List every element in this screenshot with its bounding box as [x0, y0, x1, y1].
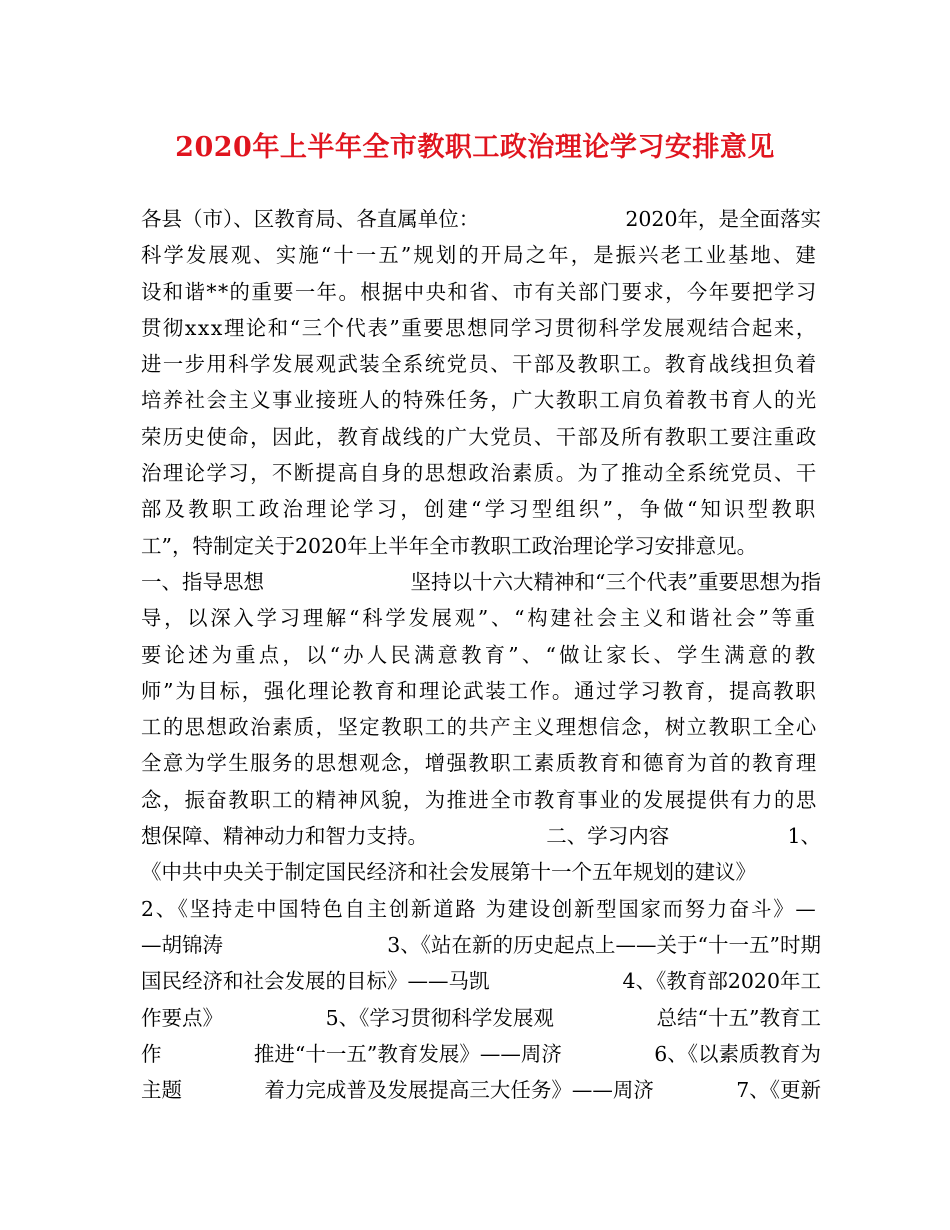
body-text-segment: 《中共中央关于制定国民经济和社会发展第十一个五年规划的建议》 [141, 860, 756, 885]
body-line [141, 745, 821, 781]
body-text-segment: 要论述为重点，以“办人民满意教育”、“做让家长、学生满意的教 [141, 642, 819, 667]
body-line [141, 419, 821, 455]
body-text-segment: 4、《教育部2020年工 [622, 969, 821, 994]
body-text-segment: 5、《学习贯彻科学发展观 [325, 1005, 554, 1030]
body-line [141, 891, 821, 927]
body-line [141, 528, 821, 564]
body-text-segment: 进一步用科学发展观武装全系统党员、干部及教职工。教育战线担负着 [141, 352, 818, 377]
body-text-segment: 1、 [787, 824, 821, 849]
body-line [141, 564, 821, 600]
body-text-segment: 坚持以十六大精神和“三个代表”重要思想为指 [410, 569, 821, 594]
body-line [141, 491, 821, 527]
body-line [141, 1000, 821, 1036]
body-text-segment: 着力完成普及发展提高三大任务》——周济 [264, 1078, 654, 1103]
body-line [141, 927, 821, 963]
body-text-segment: 贯彻xxx理论和“三个代表”重要思想同学习贯彻科学发展观结合起来， [141, 315, 818, 340]
body-line [141, 854, 821, 890]
document-title: 2020年上半年全市教职工政治理论学习安排意见 [175, 132, 775, 163]
body-text-segment: 国民经济和社会发展的目标》——马凯 [141, 969, 490, 994]
body-line [141, 1036, 821, 1072]
body-text-segment: 工的思想政治素质，坚定教职工的共产主义理想信念，树立教职工全心 [141, 715, 818, 740]
body-text-segment: 一、指导思想 [141, 569, 264, 594]
body-text-segment: 设和谐**的重要一年。根据中央和省、市有关部门要求，今年要把学习 [141, 279, 818, 304]
body-text-segment: 想保障、精神动力和智力支持。 [141, 824, 428, 849]
body-text-segment: 推进“十一五”教育发展》——周济 [253, 1041, 562, 1066]
body-text-segment: 部及教职工政治理论学习，创建“学习型组织”，争做“知识型教职 [141, 497, 819, 522]
body-line [141, 963, 821, 999]
body-line [141, 201, 821, 237]
body-text-segment: 2、《坚持走中国特色自主创新道路 为建设创新型国家而努力奋斗》— [141, 896, 818, 921]
body-text-segment: 主题 [141, 1078, 182, 1103]
body-line [141, 310, 821, 346]
document-body [141, 201, 821, 1108]
body-line [141, 600, 821, 636]
body-line [141, 673, 821, 709]
body-text-segment: 科学发展观、实施“十一五”规划的开局之年，是振兴老工业基地、建 [141, 243, 818, 268]
body-line [141, 818, 821, 854]
body-line [141, 455, 821, 491]
body-line [141, 637, 821, 673]
body-text-segment: 作要点》 [141, 1005, 223, 1030]
body-text-segment: —胡锦涛 [141, 932, 223, 957]
body-line [141, 782, 821, 818]
body-text-segment: 师”为目标，强化理论教育和理论武装工作。通过学习教育，提高教职 [141, 678, 818, 703]
body-line [141, 382, 821, 418]
body-text-segment: 3、《站在新的历史起点上——关于“十一五”时期 [387, 932, 821, 957]
body-text-segment: 念，振奋教职工的精神风貌，为推进全市教育事业的发展提供有力的思 [141, 787, 818, 812]
body-line [141, 237, 821, 273]
body-text-segment: 6、《以素质教育为 [654, 1041, 821, 1066]
body-text-segment: 治理论学习，不断提高自身的思想政治素质。为了推动全系统党员、干 [141, 461, 818, 486]
body-line [141, 274, 821, 310]
body-text-segment: 二、学习内容 [546, 824, 670, 849]
body-text-segment: 2020年，是全面落实 [625, 207, 821, 231]
body-text-segment: 导，以深入学习理解“科学发展观”、“构建社会主义和谐社会”等重 [141, 606, 818, 631]
body-text-segment: 各县（市）、区教育局、各直属单位： [141, 207, 480, 231]
body-text-segment: 7、《更新 [736, 1078, 821, 1103]
body-text-segment: 荣历史使命，因此，教育战线的广大党员、干部及所有教职工要注重政 [141, 424, 818, 449]
body-text-segment: 全意为学生服务的思想观念，增强教职工素质教育和德育为首的教育理 [141, 751, 818, 776]
body-line [141, 709, 821, 745]
body-text-segment: 总结“十五”教育工 [656, 1005, 821, 1030]
body-line [141, 346, 821, 382]
body-text-segment: 工”，特制定关于2020年上半年全市教职工政治理论学习安排意见。 [141, 533, 758, 558]
body-text-segment: 培养社会主义事业接班人的特殊任务，广大教职工肩负着教书育人的光 [141, 388, 818, 413]
body-text-segment: 作 [141, 1041, 162, 1066]
body-line [141, 1072, 821, 1108]
